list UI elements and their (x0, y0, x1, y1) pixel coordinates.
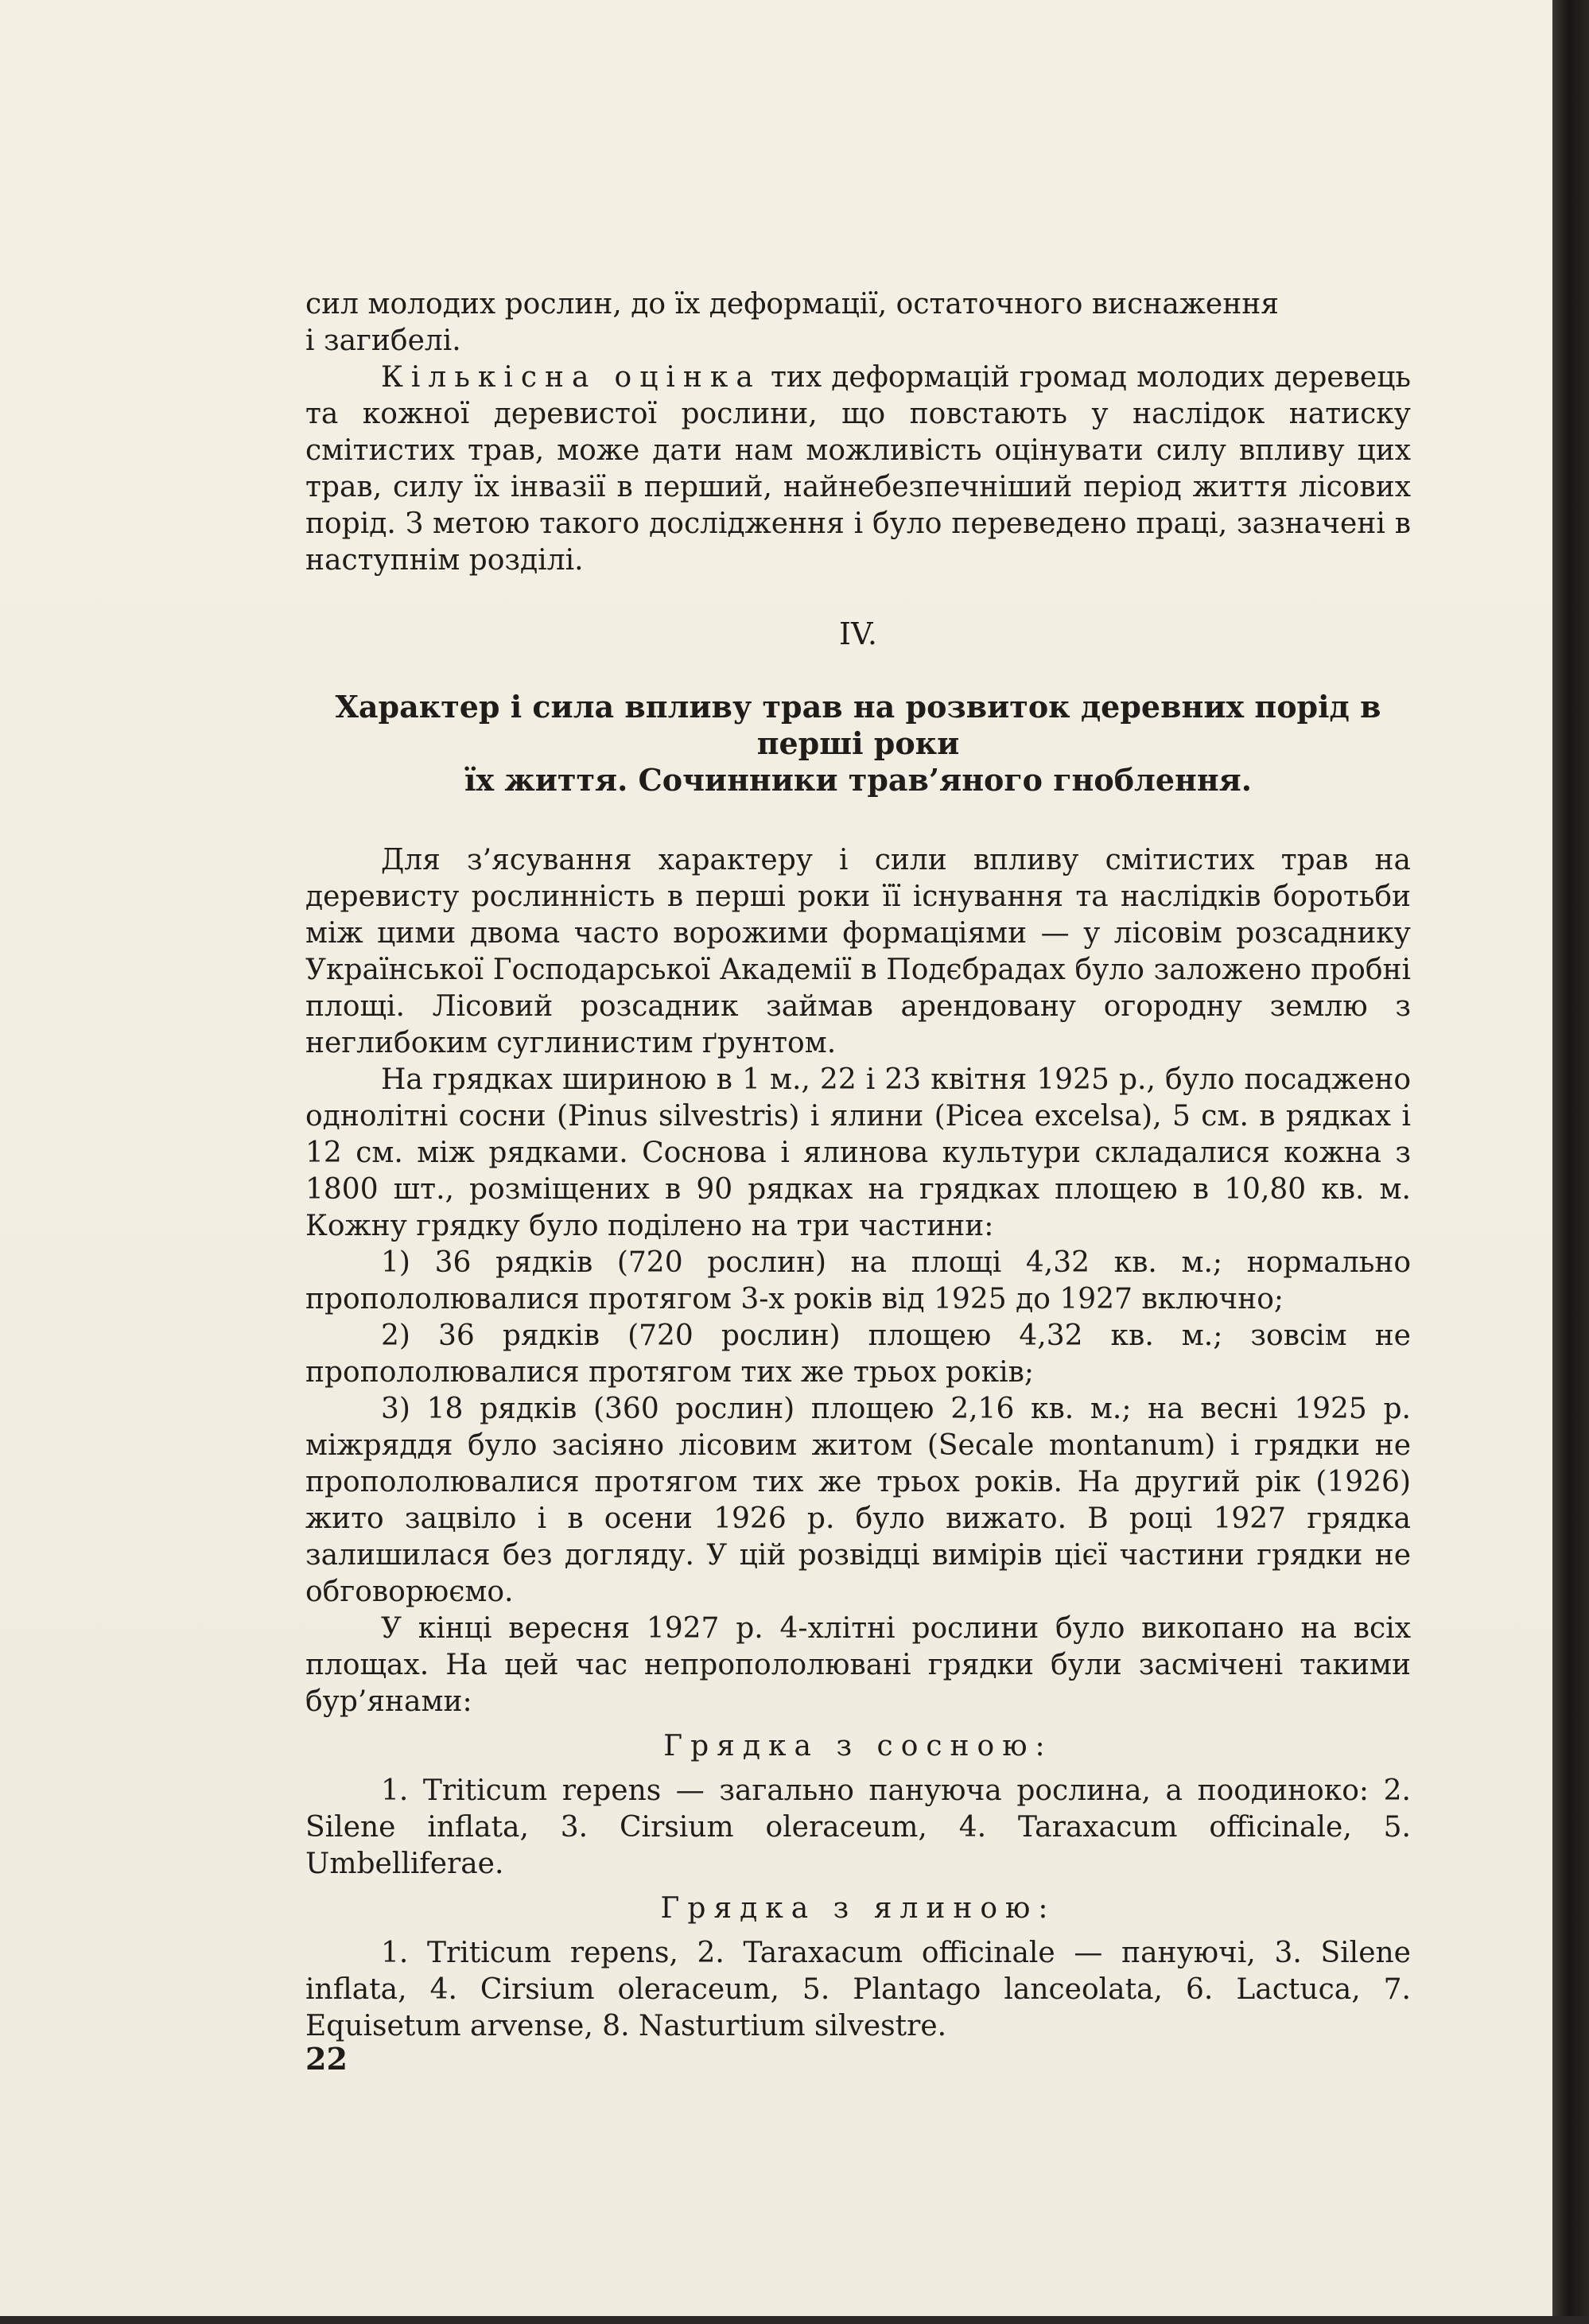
spruce-bed-weed-list: 1. Triticum repens, 2. Taraxacum officinale — пануючі, 3. Silene inflata, 4. Cirsium oleraceum, 5. Plantago lanceolata, 6. Lactuca, 7. Equisetum arvense, 8. Nasturtium silvestre. (305, 1937, 1411, 2042)
paragraph-3: У кінці вересня 1927 р. 4-хлітні рослини було викопано на всіх площах. На цей час непропололювані грядки були засмічені такими бур’янами: (305, 1612, 1411, 1718)
intro-paragraph (305, 286, 1411, 359)
scan-edge-bottom (0, 2316, 1589, 2324)
list-item-3: 3) 18 рядків (360 рослин) площею 2,16 кв. м.; на весні 1925 р. міжряддя було засіяно лісовим житом (Secale montanum) і грядки не пропололювалися протягом тих же трьох років. На другий рік (1926) жито зацвіло і в осени 1926 р. було вижато. В році 1927 грядка залишилася без догляду. У цій розвідці вимірів цієї частини грядки не обговорюємо. (305, 1393, 1411, 1608)
section-heading-line-2: їх життя. Сочинники трав’яного гноблення. (464, 762, 1252, 798)
paragraph-2: На грядках шириною в 1 м., 22 і 23 квітня 1925 р., було посаджено однолітні сосни (Pinus silvestris) і ялини (Picea excelsa), 5 см. в рядках і 12 см. між рядками. Соснова і ялинова культури складалися кожна з 1800 шт., розміщених в 90 рядках на грядках площею в 10,80 кв. м. Кожну грядку було поділено на три частини: (305, 1063, 1411, 1242)
pine-bed-heading: Грядка з сосною: (663, 1730, 1053, 1762)
list-item-2: 2) 36 рядків (720 рослин) площею 4,32 кв. м.; зовсім не пропололювалися протягом тих же трьох років; (305, 1319, 1411, 1389)
paragraph-1: Для з’ясування характеру і сили впливу смітистих трав на деревисту рослинність в перші роки її існування та наслідків боротьби між цими двома часто ворожими формаціями — у лісовім розсаднику Української Господарської Академії в Подєбрадах було заложено пробні площі. Лісовий розсадник займав арендовану огородну землю з неглибоким суглинистим ґрунтом. (305, 844, 1411, 1059)
section-numeral: IV. (839, 616, 877, 651)
intro-line-1: сил молодих рослин, до їх деформації, остаточного виснаження (305, 288, 1279, 321)
assessment-text: тих деформацій громад молодих деревець та кожної деревистої рослини, що повстають у наслідок натиску смітистих трав, може дати нам можливість оцінувати силу впливу цих трав, силу їх інвазії в перший, найнебезпечніший період життя лісових порід. З метою такого дослідження і було переведено праці, зазначені в наступнім розділі. (305, 361, 1411, 577)
page-number: 22 (305, 2041, 348, 2077)
section-heading-line-1: Характер і сила впливу трав на розвиток деревних порід в перші роки (335, 689, 1381, 761)
scan-edge-right (1552, 0, 1589, 2324)
list-item-1: 1) 36 рядків (720 рослин) на площі 4,32 кв. м.; нормально пропололювалися протягом 3-х років від 1925 до 1927 включно; (305, 1246, 1411, 1316)
page-content (305, 286, 1411, 2045)
spaced-phrase: Кількісна оцінка (381, 361, 761, 394)
pine-bed-weed-list: 1. Triticum repens — загально пануюча рослина, а поодиноко: 2. Silene inflata, 3. Cirsium oleraceum, 4. Taraxacum officinale, 5. Umbelliferae. (305, 1774, 1411, 1880)
assessment-paragraph (305, 359, 1411, 579)
intro-line-2: і загибелі. (305, 325, 461, 357)
spruce-bed-heading: Грядка з ялиною: (660, 1892, 1056, 1925)
section-heading (305, 689, 1411, 799)
